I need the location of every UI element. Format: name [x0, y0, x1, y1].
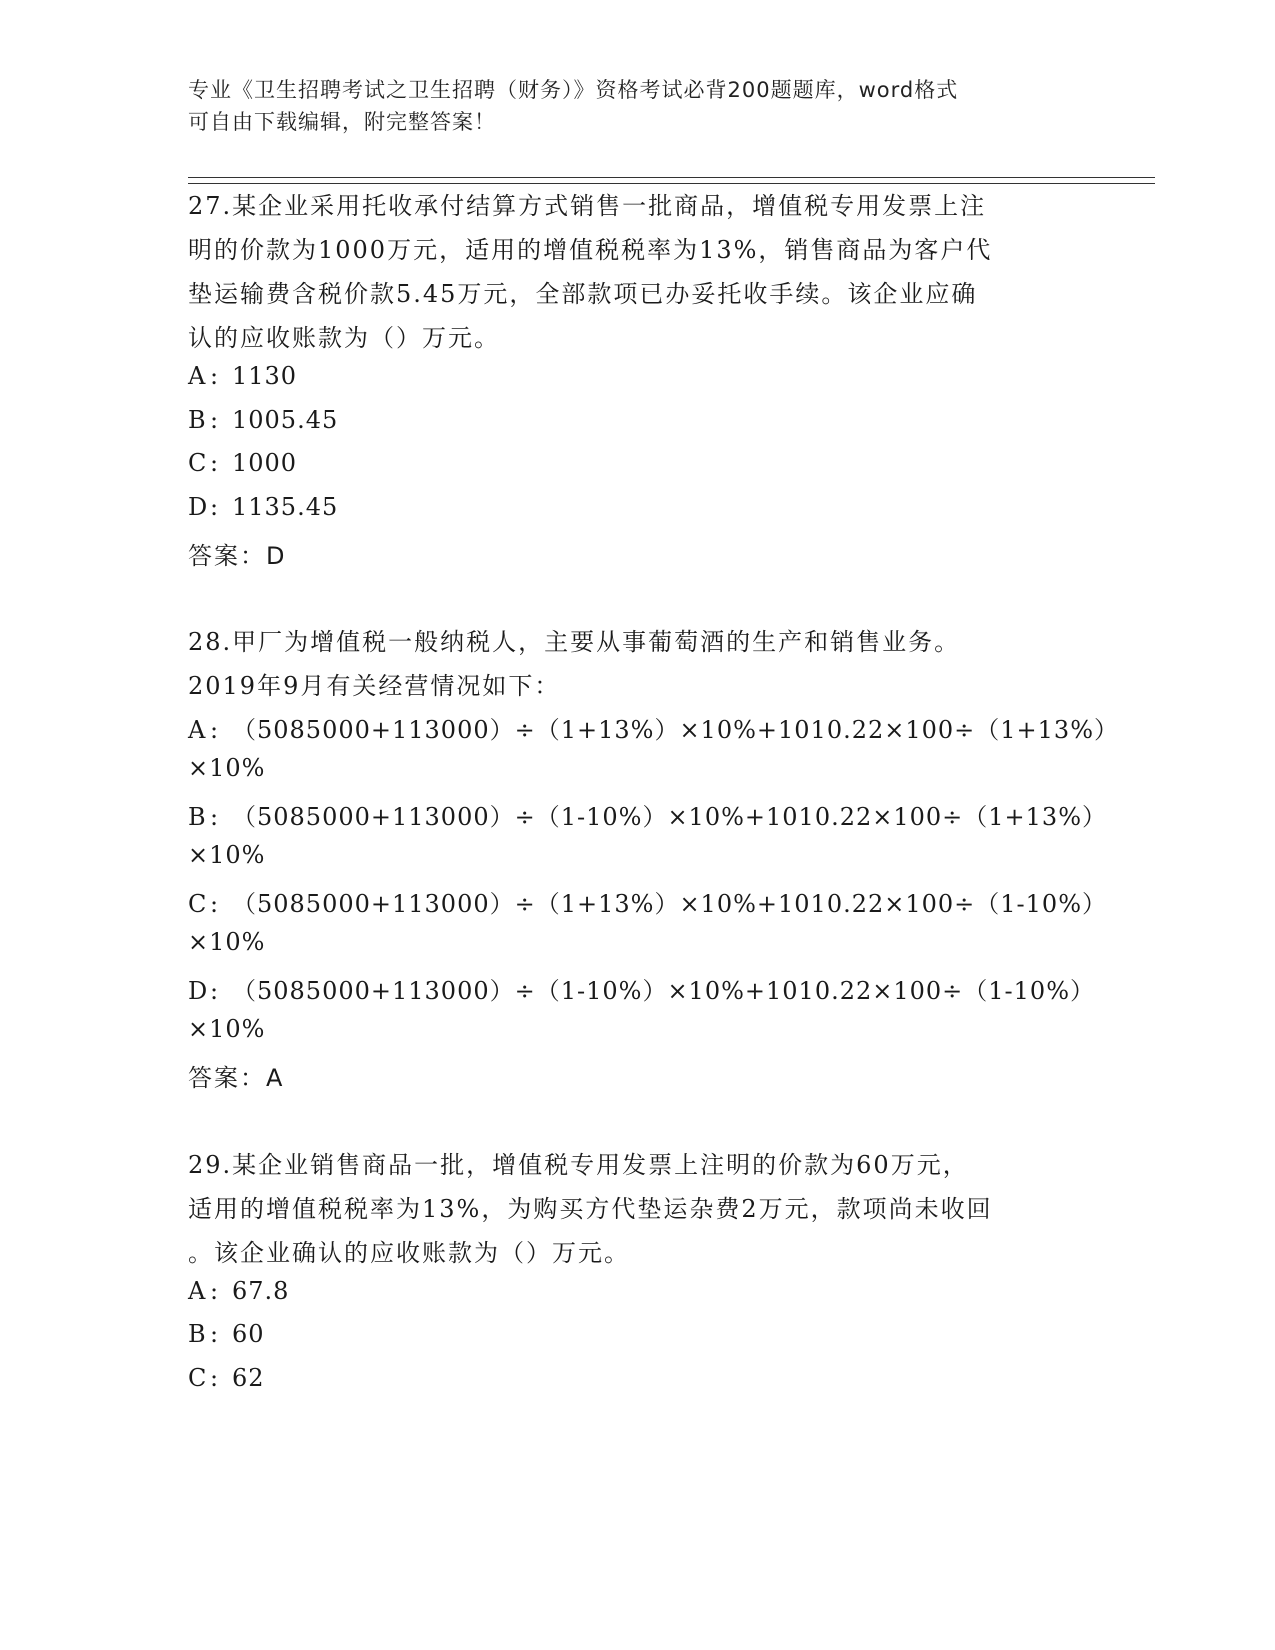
option-text: 60 [232, 1320, 265, 1348]
header-line-1: 专业《卫生招聘考试之卫生招聘（财务）》资格考试必背200题题库，word格式 [188, 78, 959, 102]
option-text: （5085000+113000）÷（1+13%）×10%+1010.22×100÷（1-10%） [232, 890, 1108, 918]
option-text: （5085000+113000）÷（1+13%）×10%+1010.22×100÷（1+13%） [232, 716, 1120, 744]
question-27-line-4: 认的应收账款为（）万元。 [188, 324, 500, 352]
option-a [188, 362, 297, 390]
option-text: 67.8 [232, 1277, 290, 1305]
option-d [188, 971, 1095, 1006]
option-text: （5085000+113000）÷（1-10%）×10%+1010.22×100÷（1-10%） [232, 977, 1096, 1005]
option-d [188, 493, 338, 521]
option-separator: : [210, 493, 220, 521]
option-separator: : [210, 1364, 220, 1392]
option-key: A [188, 362, 207, 390]
header-rule-top [188, 177, 1155, 178]
option-key: B [188, 406, 207, 434]
option-separator: : [210, 406, 220, 434]
option-a [188, 710, 1119, 745]
option-text: 1135.45 [232, 493, 339, 521]
option-text: 1130 [232, 362, 298, 390]
option-c [188, 1364, 265, 1392]
option-b-continued: ×10% [188, 841, 266, 869]
question-27-line-2: 明的价款为1000万元，适用的增值税税率为13%，销售商品为客户代 [188, 236, 993, 264]
option-key: A [188, 1277, 207, 1305]
document-header [188, 74, 1088, 138]
question-27-line-3: 垫运输费含税价款5.45万元，全部款项已办妥托收手续。该企业应确 [188, 280, 978, 308]
option-c [188, 449, 297, 477]
question-29-line-1: 29.某企业销售商品一批，增值税专用发票上注明的价款为60万元， [188, 1151, 969, 1179]
question-27-line-1: 27.某企业采用托收承付结算方式销售一批商品，增值税专用发票上注 [188, 192, 987, 220]
option-text: 1000 [232, 449, 298, 477]
question-29-line-3: 。该企业确认的应收账款为（）万元。 [188, 1239, 630, 1267]
option-separator: : [210, 449, 220, 477]
option-text: 62 [232, 1364, 265, 1392]
option-key: B [188, 803, 207, 831]
option-key: D [188, 977, 209, 1005]
header-line-2: 可自由下载编辑，附完整答案！ [188, 110, 496, 134]
option-b [188, 797, 1107, 832]
option-text: （5085000+113000）÷（1-10%）×10%+1010.22×100÷（1+13%） [232, 803, 1108, 831]
option-text: 1005.45 [232, 406, 339, 434]
option-separator: : [210, 890, 220, 918]
option-key: A [188, 716, 207, 744]
option-separator: : [210, 803, 220, 831]
option-separator: : [210, 362, 220, 390]
answer-28: 答案：A [188, 1064, 285, 1092]
option-key: C [188, 890, 208, 918]
option-separator: : [210, 1277, 220, 1305]
option-separator: : [210, 977, 220, 1005]
option-b [188, 1320, 265, 1348]
option-key: C [188, 1364, 208, 1392]
question-29-line-2: 适用的增值税税率为13%，为购买方代垫运杂费2万元，款项尚未收回 [188, 1195, 993, 1223]
answer-27: 答案：D [188, 542, 287, 570]
question-28-line-1: 28.甲厂为增值税一般纳税人，主要从事葡萄酒的生产和销售业务。 [188, 628, 961, 656]
option-a [188, 1277, 289, 1305]
header-rule-bottom [188, 183, 1155, 184]
option-separator: : [210, 1320, 220, 1348]
option-c [188, 884, 1107, 919]
option-c-continued: ×10% [188, 928, 266, 956]
option-d-continued: ×10% [188, 1015, 266, 1043]
option-a-continued: ×10% [188, 754, 266, 782]
option-b [188, 406, 338, 434]
question-28-line-2: 2019年9月有关经营情况如下： [188, 672, 561, 700]
option-key: D [188, 493, 209, 521]
option-key: C [188, 449, 208, 477]
option-key: B [188, 1320, 207, 1348]
option-separator: : [210, 716, 220, 744]
